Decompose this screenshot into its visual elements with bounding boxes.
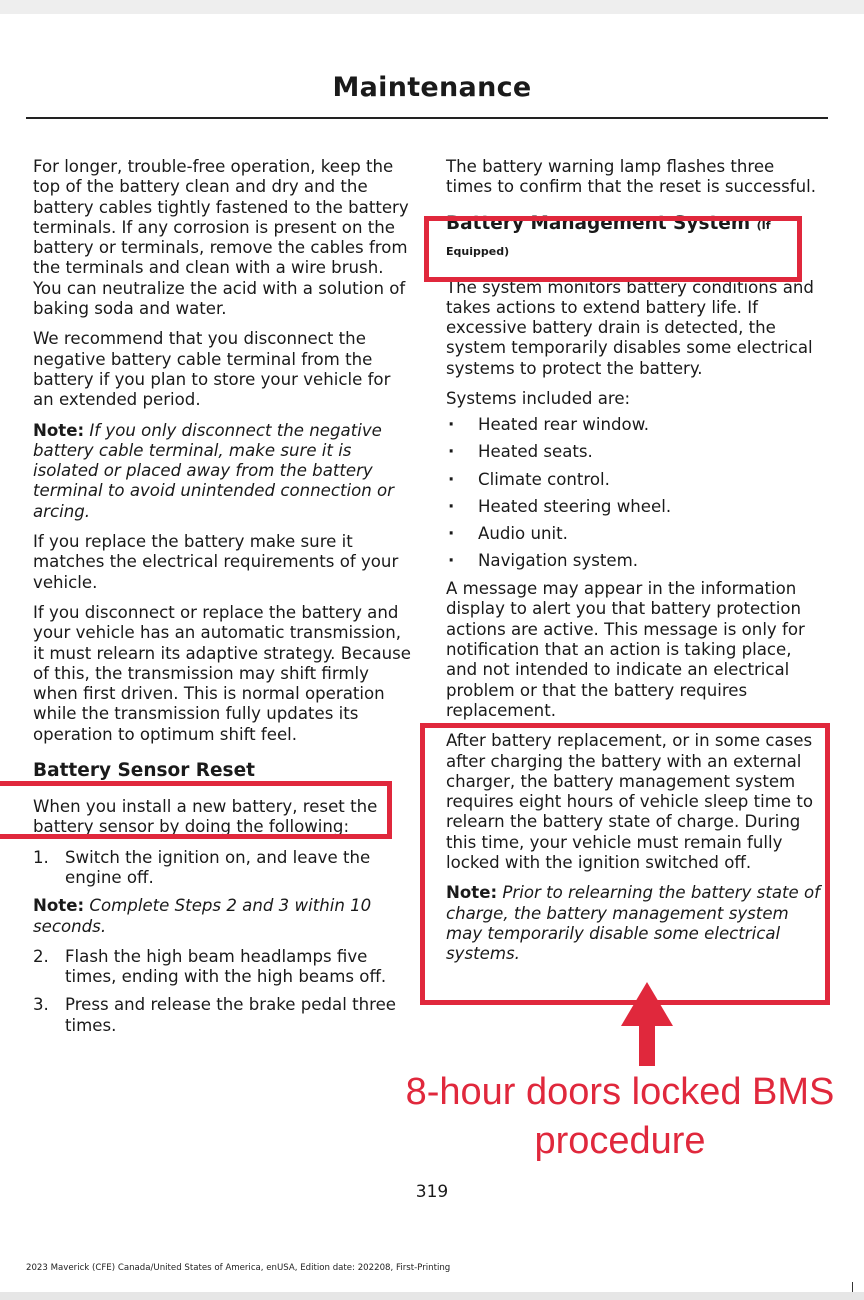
- note-text: Prior to relearning the battery state of charge, the battery management system may temporarily disable some electrical systems.: [446, 883, 820, 964]
- scroll-indicator: [852, 1282, 853, 1292]
- left-column: [33, 157, 411, 1044]
- title-divider: [26, 117, 828, 119]
- annotation-line: procedure: [534, 1120, 706, 1162]
- list-item: · Navigation system.: [446, 551, 824, 571]
- list-item: · Heated rear window.: [446, 415, 824, 435]
- page-number: 319: [415, 1182, 449, 1202]
- top-bar: [0, 0, 864, 14]
- annotation-line: 8-hour doors locked BMS: [405, 1071, 835, 1113]
- paragraph: A message may appear in the information display to alert you that battery protection actions are active. This message is only for notification that an action is taking place, and not intended to indicate an electrical problem or that the battery requires replacement.: [446, 579, 805, 720]
- step-item: [33, 947, 411, 988]
- paragraph: We recommend that you disconnect the negative battery cable terminal from the battery if you plan to store your vehicle for an extended period.: [33, 329, 391, 410]
- steps-list: [33, 848, 411, 889]
- note: [33, 421, 411, 522]
- step-number: 2.: [33, 946, 49, 966]
- step-item: [33, 995, 411, 1036]
- systems-list: [446, 415, 824, 571]
- note-label: Note:: [33, 896, 85, 916]
- footer-text: 2023 Maverick (CFE) Canada/United States of America, enUSA, Edition date: 202208, First-Printing: [26, 1263, 451, 1273]
- highlight-box-sensor-reset: [0, 781, 392, 839]
- list-item: · Heated seats.: [446, 442, 824, 462]
- step-number: 3.: [33, 995, 49, 1015]
- step-item: [33, 848, 411, 889]
- list-item: · Audio unit.: [446, 524, 824, 544]
- arrow-shaft: [639, 1024, 655, 1066]
- heading-qualifier: (If Equipped): [446, 218, 771, 258]
- note-label: Note:: [446, 883, 498, 903]
- list-item: · Climate control.: [446, 470, 824, 490]
- paragraph: If you replace the battery make sure it matches the electrical requirements of your vehicle.: [33, 532, 399, 592]
- step-number: 1.: [33, 847, 49, 867]
- paragraph: If you disconnect or replace the battery and your vehicle has an automatic transmission, it must relearn its adaptive strategy. Because of this, the transmission may shift firmly when first driven. This is normal operation while the transmission fully updates its operation to optimum shift feel.: [33, 602, 411, 744]
- page-title: Maintenance: [332, 72, 532, 103]
- highlight-box-relearn-procedure: [420, 723, 830, 1005]
- annotation-callout: [376, 1068, 864, 1166]
- bottom-bar: [0, 1292, 864, 1300]
- step-text: Flash the high beam headlamps five times, ending with the high beams off.: [65, 946, 387, 987]
- highlight-box-bms-heading: [424, 216, 802, 282]
- arrow-up-icon: [621, 982, 673, 1026]
- paragraph: The battery warning lamp flashes three times to confirm that the reset is successful.: [446, 157, 817, 197]
- paragraph: Systems included are:: [446, 389, 631, 409]
- steps-list: [33, 947, 411, 1036]
- heading-battery-sensor-reset: Battery Sensor Reset: [33, 760, 255, 782]
- heading-text: Battery Management System: [446, 212, 751, 234]
- paragraph: After battery replacement, or in some cases after charging the battery with an external charger, the battery management system requires eight hours of vehicle sleep time to relearn the battery state of charge. During this time, your vehicle must remain fully locked with the ignition switched off.: [446, 731, 814, 872]
- note-text: Complete Steps 2 and 3 within 10 seconds.: [33, 896, 372, 936]
- note: [33, 896, 411, 937]
- note-text: If you only disconnect the negative battery cable terminal, make sure it is isolated or placed away from the battery terminal to avoid unintended connection or arcing.: [33, 420, 394, 521]
- paragraph: When you install a new battery, reset the battery sensor by doing the following:: [33, 797, 378, 837]
- note-label: Note:: [33, 420, 85, 440]
- paragraph: The system monitors battery conditions and takes actions to extend battery life. If excessive battery drain is detected, the system temporarily disables some electrical systems to protect the battery.: [446, 277, 814, 378]
- step-text: Press and release the brake pedal three times.: [65, 995, 396, 1035]
- step-text: Switch the ignition on, and leave the engine off.: [65, 847, 371, 887]
- list-item: · Heated steering wheel.: [446, 497, 824, 517]
- paragraph: For longer, trouble-free operation, keep the top of the battery clean and dry and the battery cables tightly fastened to the battery terminals. If any corrosion is present on the battery or terminals, remove the cables from the terminals and clean with a wire brush. You can neutralize the acid with a solution of baking soda and water.: [33, 157, 409, 319]
